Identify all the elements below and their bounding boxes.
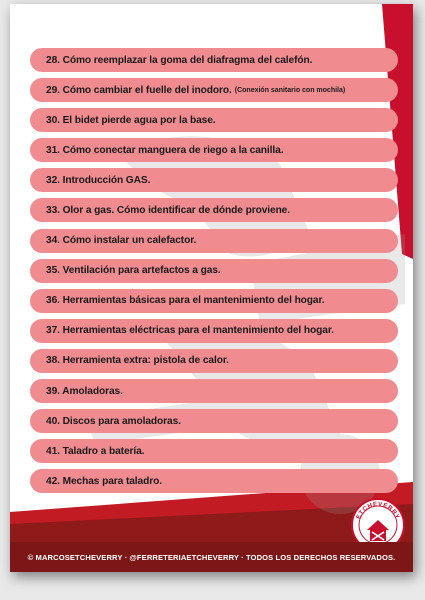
list-item: 37. Herramientas eléctricas para el mantenimiento del hogar. bbox=[30, 319, 398, 343]
list-item: 40. Discos para amoladoras. bbox=[30, 409, 398, 433]
list-item: 32. Introducción GAS. bbox=[30, 168, 398, 192]
svg-text:ETCHEVERRY: ETCHEVERRY bbox=[355, 500, 401, 521]
copyright-text: © MARCOSETCHEVERRY · @FERRETERIAETCHEVERRY · TODOS LOS DERECHOS RESERVADOS. bbox=[27, 552, 396, 562]
item-note: (Conexión sanitario con mochila) bbox=[234, 86, 346, 94]
footer-bar bbox=[10, 542, 413, 572]
document-page bbox=[10, 4, 413, 572]
list-item: 39. Amoladoras. bbox=[30, 379, 398, 403]
list-item: 38. Herramienta extra: pistola de calor. bbox=[30, 349, 398, 373]
list-item: 30. El bidet pierde agua por la base. bbox=[30, 108, 398, 132]
list-item: 29. Cómo cambiar el fuelle del inodoro. (Conexión sanitario con mochila) bbox=[30, 78, 398, 102]
list-item: 42. Mechas para taladro. bbox=[30, 469, 398, 493]
list-item: 28. Cómo reemplazar la goma del diafragma del calefón. bbox=[30, 48, 398, 72]
list-item: 31. Cómo conectar manguera de riego a la canilla. bbox=[30, 138, 398, 162]
list-item: 35. Ventilación para artefactos a gas. bbox=[30, 259, 398, 283]
list-item: 41. Taladro a batería. bbox=[30, 439, 398, 463]
list-item: 34. Cómo instalar un calefactor. bbox=[30, 229, 398, 253]
list-item: 33. Olor a gas. Cómo identificar de dónde proviene. bbox=[30, 198, 398, 222]
topic-list bbox=[30, 48, 398, 499]
list-item: 36. Herramientas básicas para el mantenimiento del hogar. bbox=[30, 289, 398, 313]
